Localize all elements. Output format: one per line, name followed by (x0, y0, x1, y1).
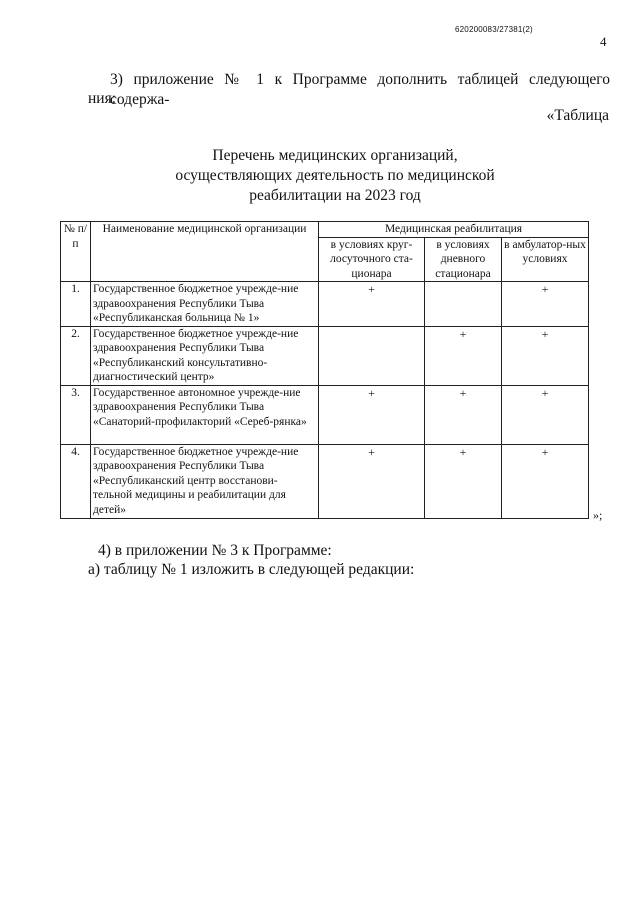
mark-round-the-clock (319, 326, 425, 385)
row-number: 2. (61, 326, 91, 385)
organization-name: Государственное бюджетное учрежде-ние здравоохранения Республики Тыва «Республиканская больница № 1» (91, 282, 319, 327)
header-num: № п/п (61, 222, 91, 282)
mark-day-hospital (425, 282, 502, 327)
header-name: Наименование медицинской организации (91, 222, 319, 282)
paragraph-3-line1: 3) приложение № 1 к Программе дополнить таблицей следующего содержа- (110, 71, 610, 108)
header-day-hospital: в условиях дневного стационара (425, 237, 502, 282)
mark-round-the-clock: + (319, 385, 425, 444)
table-title-line2: осуществляющих деятельность по медицинской (175, 167, 495, 184)
page-number: 4 (600, 34, 607, 49)
mark-day-hospital: + (425, 326, 502, 385)
table-title-line3: реабилитации на 2023 год (249, 187, 421, 204)
row-number: 4. (61, 444, 91, 518)
mark-day-hospital: + (425, 444, 502, 518)
table-label: «Таблица (546, 107, 609, 124)
mark-round-the-clock: + (319, 282, 425, 327)
row-number: 1. (61, 282, 91, 327)
paragraph-4a: а) таблицу № 1 изложить в следующей редакции: (88, 561, 415, 578)
row-number: 3. (61, 385, 91, 444)
table-closing-quote: »; (593, 508, 603, 522)
table-row (61, 444, 589, 518)
header-outpatient: в амбулатор-ных условиях (502, 237, 589, 282)
mark-outpatient: + (502, 326, 589, 385)
organization-name: Государственное бюджетное учрежде-ние здравоохранения Республики Тыва «Республиканский консультативно-диагностический центр» (91, 326, 319, 385)
header-rehab-group: Медицинская реабилитация (319, 222, 589, 238)
table-row (61, 326, 589, 385)
mark-outpatient: + (502, 385, 589, 444)
header-round-the-clock: в условиях круг-лосуточного ста-ционара (319, 237, 425, 282)
mark-round-the-clock: + (319, 444, 425, 518)
mark-outpatient: + (502, 444, 589, 518)
organization-name: Государственное автономное учрежде-ние здравоохранения Республики Тыва «Санаторий-профилакторий «Сереб-рянка» (91, 385, 319, 444)
paragraph-4: 4) в приложении № 3 к Программе: (98, 542, 332, 559)
document-id: 620200083/27381(2) (455, 25, 533, 34)
table-row (61, 385, 589, 444)
mark-outpatient: + (502, 282, 589, 327)
organization-name: Государственное бюджетное учрежде-ние здравоохранения Республики Тыва «Республиканский центр восстанови-тельной медицины и реабилитации для детей» (91, 444, 319, 518)
mark-day-hospital: + (425, 385, 502, 444)
rehab-organizations-table (60, 221, 589, 519)
paragraph-3-line2: ния: (88, 90, 117, 107)
table-row (61, 282, 589, 327)
table-title-line1: Перечень медицинских организаций, (212, 147, 458, 164)
